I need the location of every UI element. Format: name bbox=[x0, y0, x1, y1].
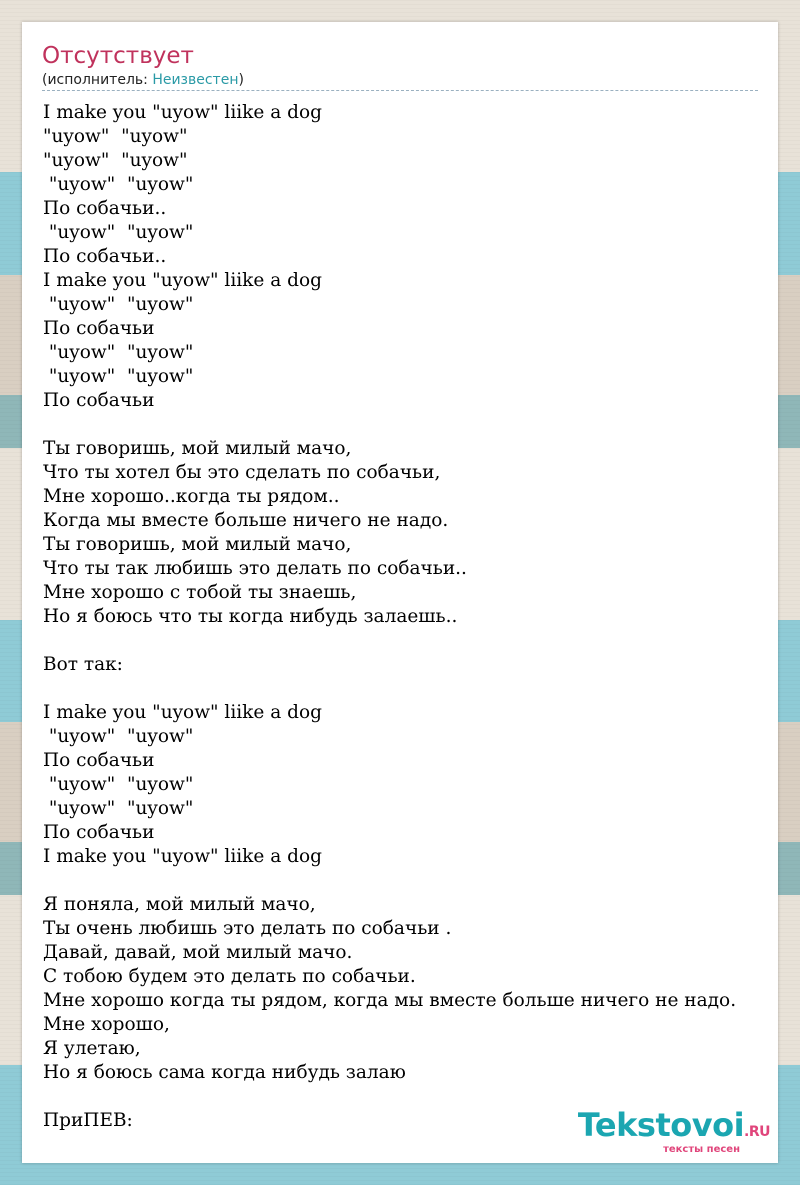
artist-prefix: (исполнитель: bbox=[42, 72, 153, 88]
lyrics-text bbox=[43, 101, 778, 1133]
song-title: Отсутствует bbox=[42, 43, 194, 69]
lyrics-blank-line bbox=[43, 413, 778, 437]
lyrics-line: I make you "uyow" liike a dog bbox=[43, 846, 322, 867]
lyrics-line: Давай, давай, мой милый мачо. bbox=[43, 942, 353, 963]
lyrics-line: Мне хорошо..когда ты рядом.. bbox=[43, 486, 340, 507]
artist-suffix: ) bbox=[238, 72, 244, 88]
lyrics-line: По собачьи bbox=[43, 822, 155, 843]
logo-name: Tekstovoi bbox=[577, 1106, 745, 1144]
lyrics-line: I make you "uyow" liike a dog bbox=[43, 102, 322, 123]
lyrics-line: "uyow" "uyow" bbox=[43, 366, 194, 387]
lyrics-line: "uyow" "uyow" bbox=[43, 150, 188, 171]
lyrics-card bbox=[22, 22, 778, 1163]
lyrics-line: Я улетаю, bbox=[43, 1038, 141, 1059]
lyrics-line: По собачьи.. bbox=[43, 246, 167, 267]
lyrics-line: "uyow" "uyow" bbox=[43, 126, 188, 147]
lyrics-line: Мне хорошо с тобой ты знаешь, bbox=[43, 582, 357, 603]
site-logo[interactable] bbox=[578, 1108, 770, 1155]
lyrics-line: Но я боюсь сама когда нибудь залаю bbox=[43, 1062, 406, 1083]
lyrics-line: I make you "uyow" liike a dog bbox=[43, 270, 322, 291]
logo-tagline: тексты песен bbox=[663, 1144, 740, 1155]
lyrics-line: Вот так: bbox=[43, 654, 123, 675]
logo-wordmark bbox=[578, 1108, 770, 1149]
artist-link[interactable]: Неизвестен bbox=[152, 72, 239, 88]
lyrics-line: С тобою будем это делать по собачьи. bbox=[43, 966, 416, 987]
lyrics-line: Когда мы вместе больше ничего не надо. bbox=[43, 510, 449, 531]
lyrics-line: I make you "uyow" liike a dog bbox=[43, 702, 322, 723]
lyrics-blank-line bbox=[43, 629, 778, 653]
lyrics-blank-line bbox=[43, 869, 778, 893]
lyrics-line: Мне хорошо когда ты рядом, когда мы вместе больше ничего не надо. bbox=[43, 990, 737, 1011]
lyrics-line: ПриПЕВ: bbox=[43, 1110, 133, 1131]
lyrics-line: "uyow" "uyow" bbox=[43, 294, 194, 315]
logo-tld: .RU bbox=[744, 1124, 770, 1140]
lyrics-line: Ты говоришь, мой милый мачо, bbox=[43, 534, 352, 555]
lyrics-line: "uyow" "uyow" bbox=[43, 726, 194, 747]
lyrics-line: Мне хорошо, bbox=[43, 1014, 170, 1035]
lyrics-line: "uyow" "uyow" bbox=[43, 222, 194, 243]
title-divider bbox=[42, 90, 758, 91]
lyrics-line: "uyow" "uyow" bbox=[43, 798, 194, 819]
lyrics-blank-line bbox=[43, 677, 778, 701]
artist-line bbox=[42, 71, 244, 89]
lyrics-line: "uyow" "uyow" bbox=[43, 174, 194, 195]
lyrics-line: Что ты так любишь это делать по собачьи.. bbox=[43, 558, 467, 579]
lyrics-line: Но я боюсь что ты когда нибудь залаешь.. bbox=[43, 606, 458, 627]
lyrics-line: По собачьи.. bbox=[43, 198, 167, 219]
lyrics-line: "uyow" "uyow" bbox=[43, 774, 194, 795]
lyrics-line: По собачьи bbox=[43, 750, 155, 771]
lyrics-line: По собачьи bbox=[43, 390, 155, 411]
lyrics-line: Что ты хотел бы это сделать по собачьи, bbox=[43, 462, 441, 483]
lyrics-line: "uyow" "uyow" bbox=[43, 342, 194, 363]
lyrics-line: Ты говоришь, мой милый мачо, bbox=[43, 438, 352, 459]
lyrics-line: Ты очень любишь это делать по собачьи . bbox=[43, 918, 452, 939]
lyrics-line: По собачьи bbox=[43, 318, 155, 339]
lyrics-line: Я поняла, мой милый мачо, bbox=[43, 894, 316, 915]
